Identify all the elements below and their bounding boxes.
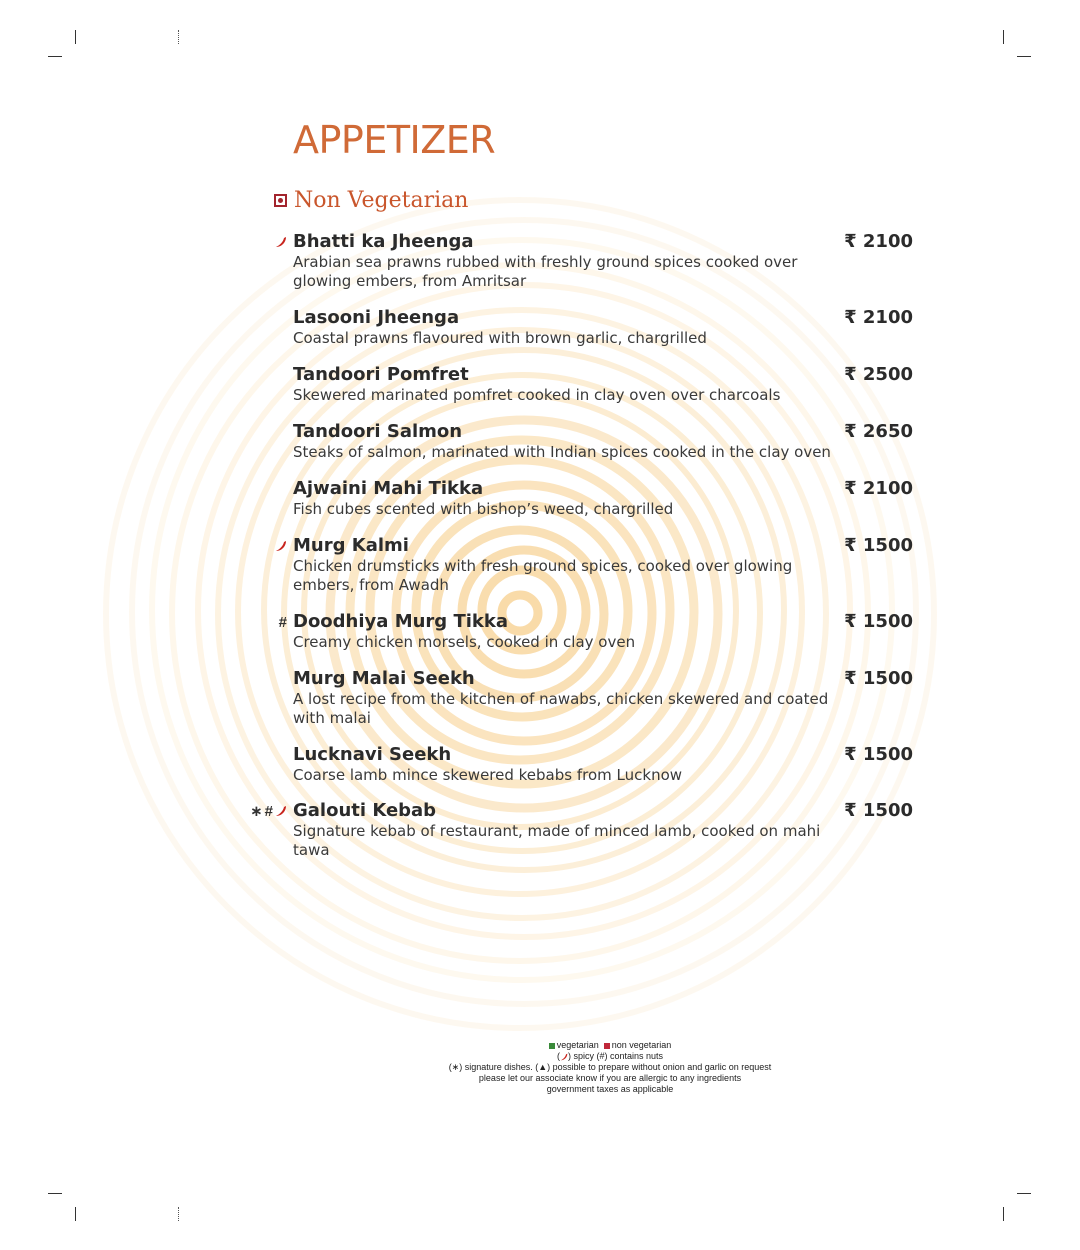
menu-item <box>293 364 913 405</box>
price-value: 1500 <box>862 611 913 632</box>
non-veg-square-icon <box>604 1043 610 1049</box>
item-description: Coarse lamb mince skewered kebabs from Lucknow <box>293 766 683 784</box>
price-value: 1500 <box>862 800 913 821</box>
currency-symbol: ₹ <box>844 535 857 556</box>
currency-symbol: ₹ <box>844 668 857 689</box>
legend-diet <box>380 1040 840 1051</box>
crop-mark <box>75 1207 76 1221</box>
crop-mark <box>1003 1207 1004 1221</box>
item-description: Skewered marinated pomfret cooked in clay oven over charcoals <box>293 386 781 404</box>
page-title: APPETIZER <box>293 118 496 162</box>
section-heading <box>274 188 468 213</box>
item-price <box>844 611 913 633</box>
item-description: Signature kebab of restaurant, made of minced lamb, cooked on mahi tawa <box>293 822 821 859</box>
item-description: Coastal prawns flavoured with brown garlic, chargrilled <box>293 329 707 347</box>
signature-star-icon: ∗ <box>250 803 263 820</box>
non-veg-icon <box>274 194 287 207</box>
item-name: Tandoori Salmon <box>293 421 463 442</box>
legend-nuts: (#) contains nuts <box>596 1051 664 1061</box>
legend-veg: vegetarian <box>556 1040 599 1050</box>
currency-symbol: ₹ <box>844 611 857 632</box>
crop-mark <box>1017 56 1031 57</box>
legend-signature: (∗) signature dishes. (▲) possible to prepare without onion and garlic on request <box>448 1062 772 1072</box>
crop-mark <box>178 30 180 44</box>
item-markers <box>275 231 287 253</box>
item-price <box>844 478 913 500</box>
crop-mark <box>48 1193 62 1194</box>
item-name: Galouti Kebab <box>293 800 437 821</box>
legend-taxes: government taxes as applicable <box>546 1084 674 1094</box>
currency-symbol: ₹ <box>844 364 857 385</box>
price-value: 2650 <box>862 421 913 442</box>
menu-item <box>293 535 913 595</box>
item-name: Lucknavi Seekh <box>293 744 452 765</box>
item-price <box>844 307 913 329</box>
currency-symbol: ₹ <box>844 307 857 328</box>
item-name: Ajwaini Mahi Tikka <box>293 478 484 499</box>
item-price <box>844 800 913 822</box>
chili-icon <box>275 540 287 552</box>
item-name: Murg Kalmi <box>293 535 409 556</box>
item-name: Murg Malai Seekh <box>293 668 475 689</box>
item-description: A lost recipe from the kitchen of nawabs, chicken skewered and coated with malai <box>293 690 829 727</box>
crop-mark <box>75 30 76 44</box>
item-name: Tandoori Pomfret <box>293 364 469 385</box>
section-label: Non Vegetarian <box>294 188 469 213</box>
price-value: 2100 <box>862 478 913 499</box>
menu-item <box>278 611 913 652</box>
item-description: Chicken drumsticks with fresh ground spices, cooked over glowing embers, from Awadh <box>293 557 793 594</box>
item-price <box>844 744 913 766</box>
menu-item <box>293 668 913 728</box>
legend-spicy-nuts: ( ) spicy (#) contains nuts <box>556 1051 664 1061</box>
legend <box>380 1040 840 1095</box>
chili-icon <box>275 805 287 817</box>
item-markers <box>275 535 287 557</box>
item-name: Lasooni Jheenga <box>293 307 460 328</box>
price-value: 1500 <box>862 744 913 765</box>
item-price <box>844 421 913 443</box>
item-description: Fish cubes scented with bishop’s weed, chargrilled <box>293 500 674 518</box>
item-description: Creamy chicken morsels, cooked in clay oven <box>293 633 636 651</box>
currency-symbol: ₹ <box>844 478 857 499</box>
crop-mark <box>178 1207 180 1221</box>
item-price <box>844 668 913 690</box>
item-price <box>844 231 913 253</box>
currency-symbol: ₹ <box>844 231 857 252</box>
nuts-hash-icon: # <box>278 613 287 631</box>
price-value: 1500 <box>862 668 913 689</box>
veg-square-icon <box>549 1043 555 1049</box>
menu-item <box>293 231 913 291</box>
menu-item <box>293 307 913 348</box>
item-markers <box>279 611 287 633</box>
item-price <box>844 535 913 557</box>
price-value: 2500 <box>862 364 913 385</box>
item-markers <box>250 800 287 822</box>
item-price <box>844 364 913 386</box>
currency-symbol: ₹ <box>844 800 857 821</box>
price-value: 2100 <box>862 307 913 328</box>
menu-item <box>293 744 913 785</box>
crop-mark <box>1003 30 1004 44</box>
nuts-hash-icon: # <box>264 802 273 820</box>
menu-item <box>250 800 913 860</box>
legend-spicy: spicy <box>573 1051 594 1061</box>
item-name: Doodhiya Murg Tikka <box>293 611 508 632</box>
crop-mark <box>1017 1193 1031 1194</box>
price-value: 1500 <box>862 535 913 556</box>
item-description: Arabian sea prawns rubbed with freshly ground spices cooked over glowing embers, from Amritsar <box>293 253 798 290</box>
chili-icon <box>560 1053 568 1061</box>
currency-symbol: ₹ <box>844 421 857 442</box>
menu-item <box>293 421 913 462</box>
chili-icon <box>275 236 287 248</box>
crop-mark <box>48 56 62 57</box>
currency-symbol: ₹ <box>844 744 857 765</box>
item-name: Bhatti ka Jheenga <box>293 231 474 252</box>
price-value: 2100 <box>862 231 913 252</box>
legend-allergy: please let our associate know if you are allergic to any ingredients <box>478 1073 742 1083</box>
legend-nonveg: non vegetarian <box>611 1040 672 1050</box>
menu-item <box>293 478 913 519</box>
item-description: Steaks of salmon, marinated with Indian spices cooked in the clay oven <box>293 443 831 461</box>
